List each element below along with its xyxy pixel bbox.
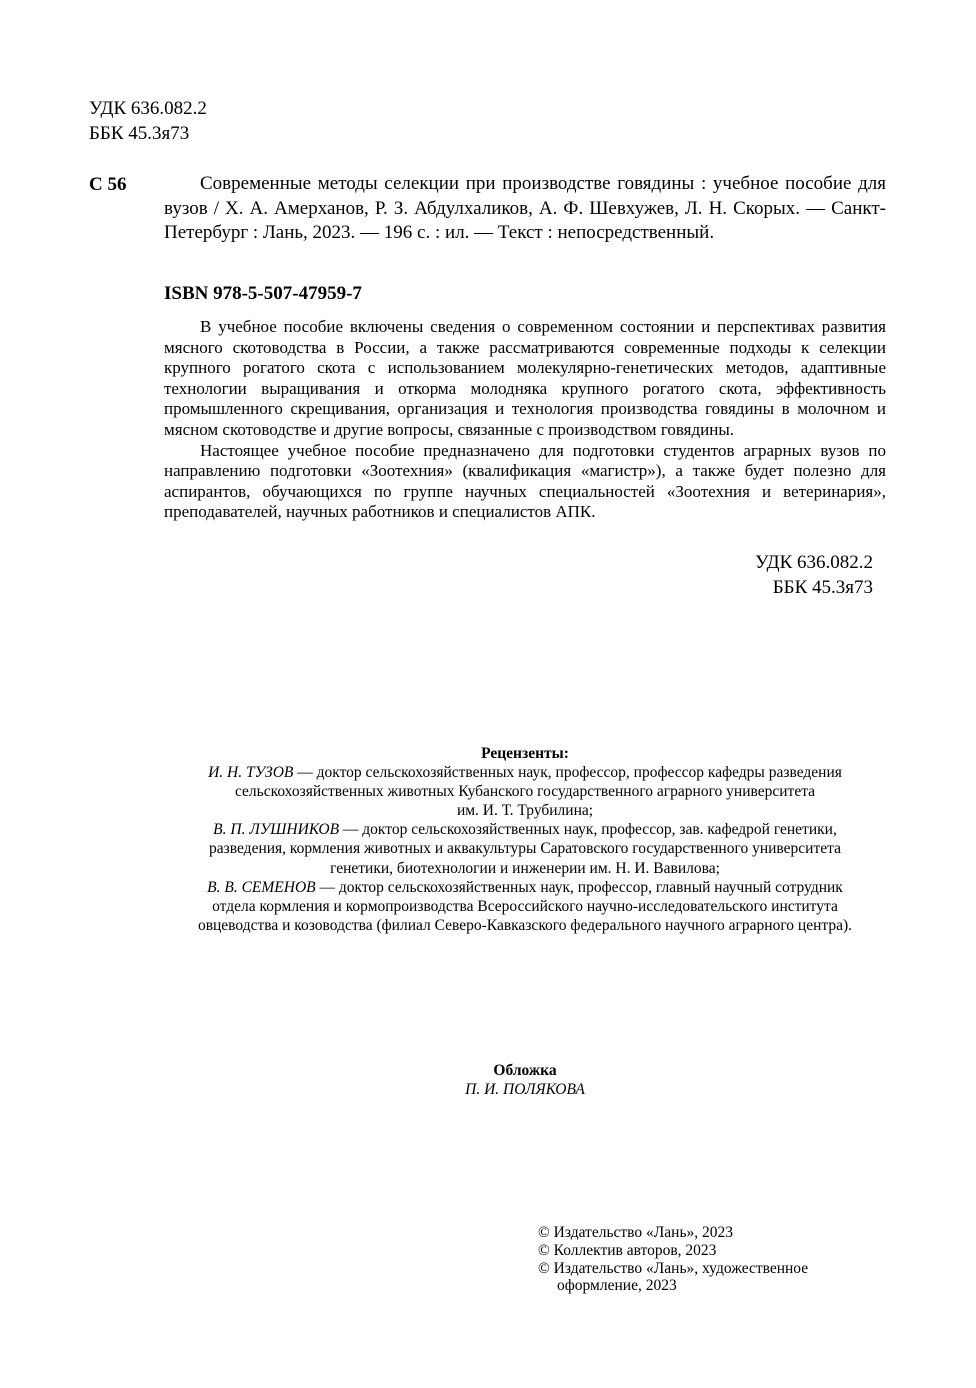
udk-block-top (89, 96, 207, 146)
reviewers-heading: Рецензенты: (481, 745, 569, 762)
reviewer-entry (150, 820, 900, 839)
reviewer-name: В. В. СЕМЕНОВ (207, 878, 316, 896)
bbk-code: ББК 45.3я73 (89, 123, 190, 144)
reviewer-text: отдела кормления и кормопроизводства Всероссийского научно-исследовательского института (212, 897, 838, 915)
bibliographic-description: Современные методы селекции при производстве говядины : учебное пособие для вузов / Х. А. Амерханов, Р. З. Абдулхаликов, А. Ф. Шевхужев, Л. Н. Скорых. — Санкт-Петербург : Лань, 2023. — 196 с. : ил. — Текст : непосредственный. (164, 173, 886, 243)
reviewers-block (150, 744, 900, 935)
annotation-paragraph: Настоящее учебное пособие предназначено для подготовки студентов аграрных вузов по направлению подготовки «Зоотехния» (квалификация «магистр»), а также будет полезно для аспирантов, обучающихся по группе научных специальностей «Зоотехния и ветеринария», преподавателей, научных работников и специалистов АПК. (164, 440, 886, 522)
reviewer-entry (150, 763, 900, 782)
reviewer-text: овцеводства и козоводства (филиал Северо-Кавказского федерального научного аграрного центра). (197, 916, 853, 934)
reviewer-text: — доктор сельскохозяйственных наук, профессор, зав. кафедрой генетики, (339, 821, 837, 839)
cover-heading: Обложка (493, 1062, 557, 1079)
reviewer-name: В. П. ЛУШНИКОВ (213, 821, 340, 839)
cover-credit (350, 1061, 700, 1099)
reviewer-name: И. Н. ТУЗОВ (208, 764, 294, 782)
reviewer-text: — доктор сельскохозяйственных наук, профессор, профессор кафедры разведения (293, 764, 842, 782)
bbk-code: ББК 45.3я73 (772, 577, 873, 598)
reviewer-text: генетики, биотехнологии и инженерии им. Н. И. Вавилова; (330, 859, 720, 877)
udk-block-bottom (700, 550, 873, 600)
isbn: ISBN 978-5-507-47959-7 (164, 283, 362, 304)
cover-designer: П. И. ПОЛЯКОВА (465, 1081, 585, 1098)
copyright-line: оформление, 2023 (557, 1277, 677, 1295)
reviewer-text: сельскохозяйственных животных Кубанского государственного аграрного университета (234, 783, 816, 801)
annotation-paragraph: В учебное пособие включены сведения о современном состоянии и перспективах развития мясного скотоводства в России, а также рассматриваются современные подходы к селекции крупного рогатого скота с использованием молекулярно-генетических методов, адаптивные технологии выращивания и откорма молодняка крупного рогатого скота, эффективность промышленного скрещивания, организация и технология производства говядины в молочном и мясном скотоводстве и другие вопросы, связанные с производством говядины. (164, 317, 886, 439)
annotation (164, 317, 886, 523)
copyright-line: © Коллектив авторов, 2023 (538, 1241, 717, 1259)
udk-code: УДК 636.082.2 (755, 552, 873, 573)
reviewer-entry (150, 878, 900, 897)
reviewer-text: — доктор сельскохозяйственных наук, профессор, главный научный сотрудник (315, 878, 843, 896)
udk-code: УДК 636.082.2 (89, 98, 207, 119)
copyright-line: © Издательство «Лань», художественное (538, 1259, 809, 1277)
copyright-block (538, 1224, 858, 1295)
reviewer-text: им. И. Т. Трубилина; (456, 802, 594, 820)
copyright-line: © Издательство «Лань», 2023 (538, 1224, 734, 1241)
author-mark: С 56 (89, 174, 127, 195)
reviewer-text: разведения, кормления животных и аквакультуры Саратовского государственного университета (209, 840, 841, 858)
